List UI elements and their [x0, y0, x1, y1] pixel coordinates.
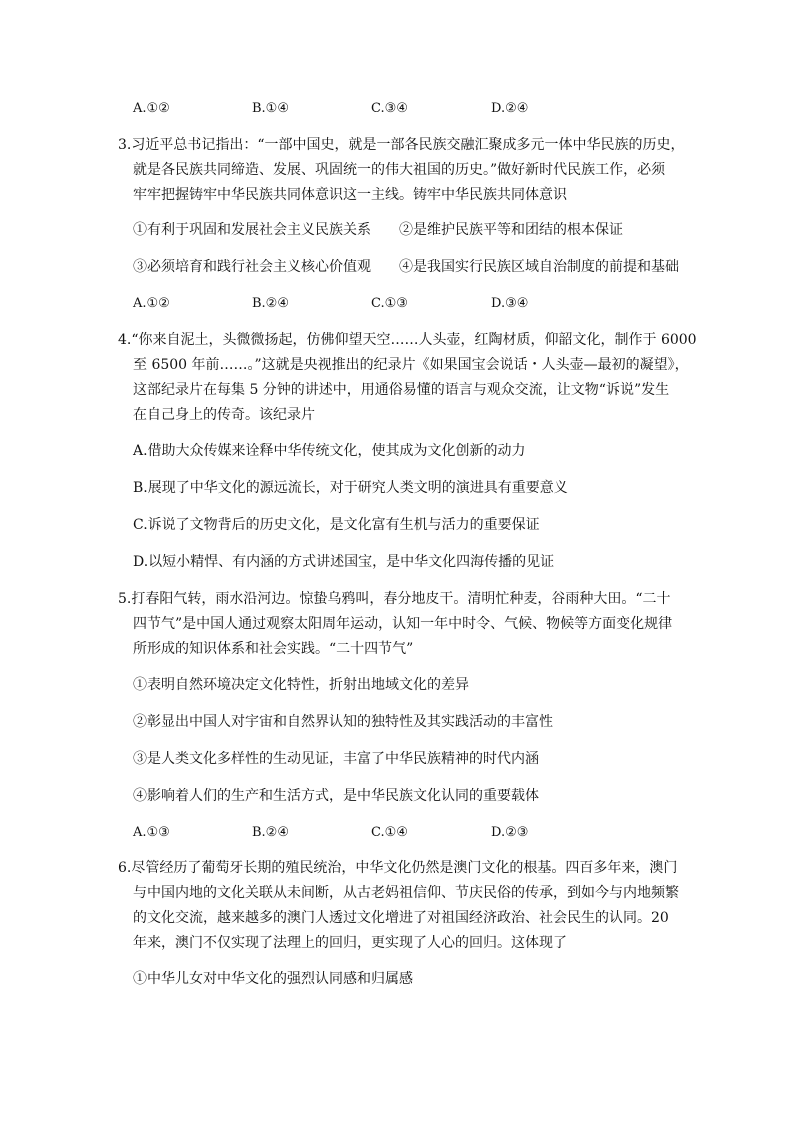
q4-option-d: D.以短小精悍、有内涵的方式讲述国宝，是中华文化四海传播的见证	[133, 554, 555, 570]
q5-item-2: ②彰显出中国人对宇宙和自然界认知的独特性及其实践活动的丰富性	[133, 714, 553, 730]
q5-stem-line-3: 所形成的知识体系和社会实践。“二十四节气”	[133, 641, 414, 657]
q6-stem-line-2: 与中国内地的文化关联从未间断，从古老妈祖信仰、节庆民俗的传承，到如今与内地频繁	[133, 885, 679, 901]
q4-stem-line-3: 这部纪录片在每集 5 分钟的讲述中，用通俗易懂的语言与观众交流，让文物“诉说”发生	[133, 382, 670, 398]
q6-stem-line-1: 6.尽管经历了葡萄牙长期的殖民统治，中华文化仍然是澳门文化的根基。四百多年来，澳门	[118, 860, 678, 876]
q5-option-c: C.①④	[371, 825, 408, 840]
q3-stem-line-1: 3.习近平总书记指出：“一部中国史，就是一部各民族交融汇聚成多元一体中华民族的历史，	[118, 137, 685, 153]
q4-option-b: B.展现了中华文化的源远流长，对于研究人类文明的演进具有重要意义	[133, 480, 568, 496]
q4-option-c: C.诉说了文物背后的历史文化，是文化富有生机与活力的重要保证	[133, 517, 540, 533]
top-option-b: B.①④	[252, 101, 289, 116]
q5-option-a: A.①③	[133, 825, 170, 840]
q6-stem-line-3: 的文化交流，越来越多的澳门人透过文化增进了对祖国经济政治、社会民生的认同。20	[133, 910, 669, 926]
q5-item-4: ④影响着人们的生产和生活方式，是中华民族文化认同的重要载体	[133, 788, 539, 804]
top-option-d: D.②④	[491, 101, 529, 116]
q5-option-d: D.②③	[491, 825, 529, 840]
q4-stem-line-4: 在自己身上的传奇。该纪录片	[133, 407, 315, 423]
q6-item-1: ①中华儿女对中华文化的强烈认同感和归属感	[133, 971, 413, 987]
q3-item-1-2: ①有利于巩固和发展社会主义民族关系 ②是维护民族平等和团结的根本保证	[133, 222, 623, 238]
top-option-a: A.①②	[133, 101, 170, 116]
q5-option-b: B.②④	[252, 825, 289, 840]
q5-item-1: ①表明自然环境决定文化特性，折射出地域文化的差异	[133, 677, 469, 693]
q3-stem-line-2: 就是各民族共同缔造、发展、巩固统一的伟大祖国的历史。”做好新时代民族工作，必须	[133, 162, 666, 178]
q3-item-3-4: ③必须培育和践行社会主义核心价值观 ④是我国实行民族区域自治制度的前提和基础	[133, 259, 679, 275]
q5-stem-line-1: 5.打春阳气转，雨水沿河边。惊蛰乌鸦叫，春分地皮干。清明忙种麦，谷雨种大田。“二十	[118, 591, 671, 607]
q3-option-c: C.①③	[371, 296, 408, 311]
q4-stem-line-1: 4.“你来自泥土，头微微扬起，仿佛仰望天空……人头壶，红陶材质，仰韶文化，制作于 6000	[118, 332, 697, 348]
top-option-c: C.③④	[371, 101, 408, 116]
q4-option-a: A.借助大众传媒来诠释中华传统文化，使其成为文化创新的动力	[133, 443, 526, 459]
q5-stem-line-2: 四节气”是中国人通过观察太阳周年运动，认知一年中时令、气候、物候等方面变化规律	[133, 616, 673, 632]
q5-item-3: ③是人类文化多样性的生动见证，丰富了中华民族精神的时代内涵	[133, 751, 539, 767]
q3-stem-line-3: 牢牢把握铸牢中华民族共同体意识这一主线。铸牢中华民族共同体意识	[133, 187, 567, 203]
q4-stem-line-2: 至 6500 年前……。”这就是央视推出的纪录片《如果国宝会说话・人头壶—最初的凝望》，	[133, 357, 689, 373]
q3-option-b: B.②④	[252, 296, 289, 311]
q6-stem-line-4: 年来，澳门不仅实现了法理上的回归，更实现了人心的回归。这体现了	[133, 935, 567, 951]
q3-option-a: A.①②	[133, 296, 170, 311]
q3-option-d: D.③④	[491, 296, 529, 311]
